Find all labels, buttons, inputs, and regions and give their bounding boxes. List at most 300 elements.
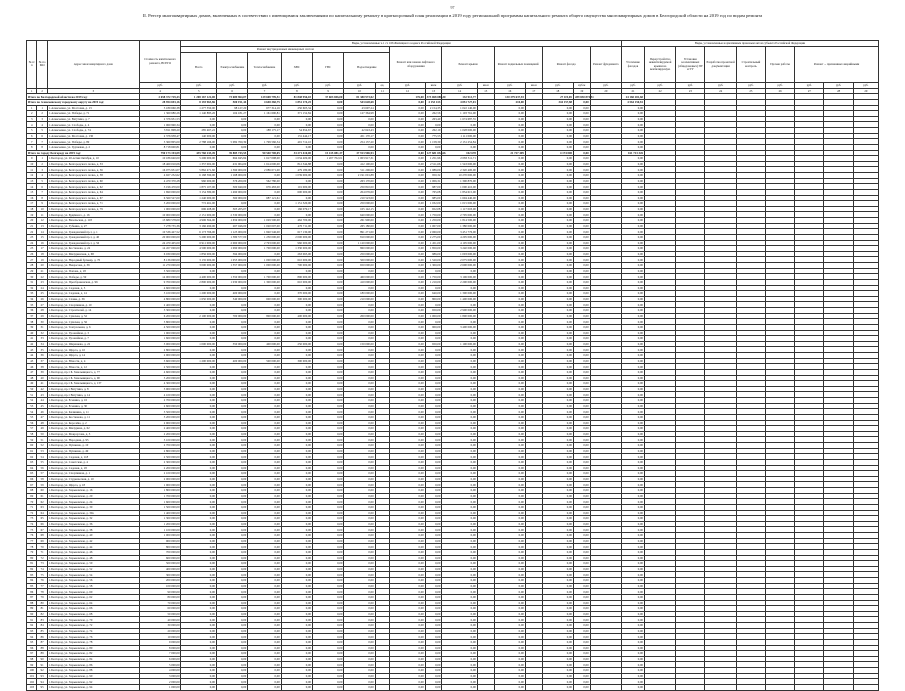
address-cell: г. Белгород, ул. Гражданский пр-т, д. 40 (47, 234, 139, 240)
value-cell: 0,00 (181, 369, 216, 375)
value-cell: 650,00 (425, 341, 442, 347)
value-cell: 0,00 (390, 673, 425, 679)
value-cell: 0,00 (216, 628, 247, 634)
value-cell: 1 034 409,00 (281, 156, 312, 162)
value-cell: 900,00 (425, 324, 442, 330)
row-number: 78 (27, 544, 37, 550)
address-cell: г. Белгород, ул. Мичуринская, д. 68 (47, 251, 139, 257)
value-cell: 1 000 000,00 (139, 206, 181, 212)
value-cell: 0,00 (281, 324, 312, 330)
value-cell: 0,00 (425, 578, 442, 584)
value-cell: 0,00 (494, 493, 525, 499)
value-cell: 0,00 (425, 561, 442, 567)
value-cell: 0,00 (281, 431, 312, 437)
value-cell: 0,00 (573, 223, 590, 229)
value-cell: 1 543 000,00 (442, 161, 477, 167)
value-cell: 0,00 (181, 566, 216, 572)
address-cell: г. Белгород, ул. Гражданский пр-т, д. 1 (47, 229, 139, 235)
value-cell: 263 170,00 (344, 178, 375, 184)
value-cell: 0,00 (313, 583, 344, 589)
value-cell: 267 046,00 (216, 223, 247, 229)
address-cell: г. Белгород, ул. Мичурина, д. 62 (47, 426, 139, 432)
value-cell: 0,00 (442, 606, 477, 612)
value-cell: 0,00 (542, 656, 573, 662)
value-cell: 0,00 (542, 437, 573, 443)
value-cell: 3 135 000,00 (181, 257, 216, 263)
value-cell: 0,00 (542, 623, 573, 629)
value-cell: 0,00 (622, 128, 645, 134)
address-cell: г. Белгород, ул. Харьковская, д. 30а (47, 510, 139, 516)
value-cell: 5 360 805,00 (139, 139, 181, 145)
value-cell: 0,00 (542, 426, 573, 432)
value-cell: 1 400 000,00 (139, 510, 181, 516)
value-cell: 0,00 (494, 364, 525, 370)
value-cell: 0,00 (313, 263, 344, 269)
value-cell: 0,00 (494, 414, 525, 420)
row-number-mo: 72 (37, 555, 47, 561)
row-number: 36 (27, 308, 37, 314)
value-cell: 0,00 (622, 133, 645, 139)
value-cell: 0,00 (622, 279, 645, 285)
value-cell: 0,00 (542, 173, 573, 179)
value-cell: 0,00 (390, 369, 425, 375)
value-cell: 0,00 (390, 684, 425, 690)
value-cell: 0,00 (542, 684, 573, 690)
address-cell: г. Белгород, ул. Харьковская, д. 80 (47, 645, 139, 651)
value-cell: 4 174 000 (542, 150, 573, 156)
value-cell: 300 000,00 (281, 358, 312, 364)
value-cell: 20 000,00 (139, 628, 181, 634)
value-cell: 0,00 (313, 99, 344, 105)
value-cell: 80 000,00 (139, 594, 181, 600)
value-cell: 0,00 (313, 128, 344, 134)
value-cell: 0,00 (573, 319, 590, 325)
row-number-mo: 31 (37, 324, 47, 330)
address-cell: г. Белгород, ул. Театральная, д. 6 (47, 324, 139, 330)
value-cell: 0,00 (494, 386, 525, 392)
value-cell: 0,00 (390, 572, 425, 578)
row-number: 54 (27, 409, 37, 415)
value-cell: 0,00 (181, 398, 216, 404)
value-cell: 0,00 (542, 645, 573, 651)
value-cell: 0,00 (622, 431, 645, 437)
value-cell: 0,00 (390, 482, 425, 488)
value-cell: 0,00 (542, 651, 573, 657)
address-cell: г. Белгород, ул. Гражданский пр-т, д. 56 (47, 240, 139, 246)
value-cell: 0,00 (622, 499, 645, 505)
value-cell: 0,00 (390, 617, 425, 623)
value-cell: 0,00 (390, 549, 425, 555)
address-cell: г. Белгород, пр-т Б. Хмельницкого, д. 77 (47, 369, 139, 375)
value-cell: 0,00 (390, 594, 425, 600)
value-cell: 0,00 (281, 476, 312, 482)
header-basement: Ремонт подвальных помещений (494, 47, 542, 83)
value-cell: 1 659 000,00 (216, 218, 247, 224)
value-cell: 0,00 (390, 257, 425, 263)
value-cell: 0,00 (313, 392, 344, 398)
value-cell: 0,00 (622, 572, 645, 578)
value-cell: 1 086,00 (425, 167, 442, 173)
value-cell: 0,00 (542, 668, 573, 674)
value-cell: 0,00 (344, 516, 375, 522)
value-cell: 2 191 001,88 (344, 173, 375, 179)
value-cell: 0,00 (442, 504, 477, 510)
value-cell: 0,00 (344, 488, 375, 494)
value-cell: 0,00 (442, 617, 477, 623)
row-number: 46 (27, 364, 37, 370)
value-cell: 470 711,00 (281, 223, 312, 229)
row-number: 85 (27, 583, 37, 589)
value-cell: 0,00 (216, 420, 247, 426)
value-cell: 0,00 (390, 161, 425, 167)
value-cell: 0,00 (494, 369, 525, 375)
value-cell: 0,00 (344, 369, 375, 375)
value-cell: 0,00 (573, 606, 590, 612)
value-cell: 0,00 (248, 594, 281, 600)
value-cell: 0,00 (573, 431, 590, 437)
value-cell: 0,00 (313, 482, 344, 488)
value-cell: 0,00 (573, 218, 590, 224)
value-cell: 0,00 (442, 285, 477, 291)
value-cell: 0,00 (494, 639, 525, 645)
value-cell: 0,00 (442, 533, 477, 539)
value-cell: 1 125 000,00 (216, 229, 247, 235)
value-cell: 0,00 (573, 465, 590, 471)
value-cell: 0,00 (425, 533, 442, 539)
row-number-mo: 24 (37, 285, 47, 291)
row-number: 61 (27, 448, 37, 454)
value-cell: 0,00 (573, 375, 590, 381)
row-number-mo: 78 (37, 589, 47, 595)
value-cell: 0,00 (313, 566, 344, 572)
value-cell: 9 000,00 (139, 639, 181, 645)
row-number: 89 (27, 606, 37, 612)
value-cell: 0,00 (425, 662, 442, 668)
value-cell: 0,00 (622, 566, 645, 572)
value-cell: 0,00 (248, 330, 281, 336)
value-cell: 0,00 (313, 195, 344, 201)
value-cell: 0,00 (494, 668, 525, 674)
value-cell: 0,00 (622, 533, 645, 539)
value-cell: 0,00 (542, 336, 573, 342)
value-cell: 0,00 (216, 594, 247, 600)
value-cell: 0,00 (622, 538, 645, 544)
value-cell: 0,00 (622, 122, 645, 128)
row-number-mo: 37 (37, 358, 47, 364)
value-cell: 0,00 (542, 420, 573, 426)
row-number-mo: 15 (37, 234, 47, 240)
value-cell: 0,00 (216, 566, 247, 572)
value-cell: 0,00 (248, 173, 281, 179)
value-cell: 204 076,00 (344, 189, 375, 195)
value-cell: 0,00 (390, 263, 425, 269)
value-cell: 0,00 (425, 375, 442, 381)
value-cell: 0,00 (622, 504, 645, 510)
value-cell: 0,00 (248, 201, 281, 207)
unit-cell: руб. (853, 83, 878, 89)
row-number-mo: 5 (37, 178, 47, 184)
value-cell: 0,00 (390, 645, 425, 651)
value-cell: 0,00 (181, 347, 216, 353)
value-cell: 0,00 (622, 645, 645, 651)
header-roof-rebuild: Переустройство невентилируемой крыши на вентилируемую (644, 47, 675, 83)
value-cell: 0,00 (313, 499, 344, 505)
value-cell: 0,00 (181, 302, 216, 308)
value-cell: 0,00 (390, 133, 425, 139)
value-cell: 0,00 (573, 206, 590, 212)
value-cell: 1 330 000,00 (281, 246, 312, 252)
row-number-mo: 89 (37, 651, 47, 657)
value-cell: 0,00 (573, 302, 590, 308)
value-cell: 10 000,00 (139, 634, 181, 640)
value-cell: 1 604 440,00 (442, 195, 477, 201)
value-cell: 0,00 (216, 578, 247, 584)
value-cell: 8 718 600,81 (139, 144, 181, 150)
subtotal-label: Итого по Белгородской области на 2019 год: (27, 94, 140, 100)
value-cell: 0,00 (248, 668, 281, 674)
value-cell: 0,00 (313, 673, 344, 679)
value-cell: 0,00 (494, 403, 525, 409)
value-cell: 0,00 (390, 454, 425, 460)
value-cell: 0,00 (216, 561, 247, 567)
address-cell: г. Белгород, ул. Пушкина, д. 10 (47, 443, 139, 449)
value-cell: 1 854 615,00 (442, 189, 477, 195)
value-cell: 0,00 (216, 375, 247, 381)
unit-cell: руб. (766, 83, 795, 89)
value-cell: 250 000,00 (281, 341, 312, 347)
value-cell: 0,00 (313, 594, 344, 600)
value-cell: 500 191,44 (216, 99, 247, 105)
value-cell: 1 168 000,00 (216, 173, 247, 179)
address-cell: г. Белгород, ул. Харьковская, д. 70 (47, 617, 139, 623)
value-cell: 0,00 (494, 184, 525, 190)
value-cell: 0,00 (622, 403, 645, 409)
value-cell: 0,00 (281, 308, 312, 314)
value-cell: 0,00 (622, 437, 645, 443)
value-cell: 0,00 (573, 251, 590, 257)
value-cell: 250 810,00 (344, 184, 375, 190)
value-cell: 0,00 (248, 398, 281, 404)
value-cell: 0,00 (248, 471, 281, 477)
value-cell: 0,00 (313, 634, 344, 640)
value-cell: 2 788 166,00 (181, 139, 216, 145)
value-cell: 0,00 (344, 347, 375, 353)
address-cell: г. Белгород, ул. Белгородского полка, д. 62 (47, 184, 139, 190)
header-lift: Ремонт или замена лифтового оборудования (390, 47, 442, 83)
unit-cell: руб. (216, 83, 247, 89)
value-cell: 0,00 (313, 572, 344, 578)
value-cell: 0,00 (216, 600, 247, 606)
value-cell: 14 000 000,00 (139, 274, 181, 280)
value-cell: 1 750,00 (425, 212, 442, 218)
value-cell: 0,00 (494, 263, 525, 269)
value-cell: 42 643,43 (344, 128, 375, 134)
value-cell: 0,00 (622, 414, 645, 420)
value-cell: 0,00 (248, 572, 281, 578)
value-cell: 0,00 (494, 561, 525, 567)
value-cell: 0,00 (442, 589, 477, 595)
value-cell: 1 100 000,00 (442, 341, 477, 347)
value-cell: 0,00 (622, 589, 645, 595)
value-cell: 0,00 (313, 521, 344, 527)
value-cell: 0,00 (281, 510, 312, 516)
value-cell: 0,00 (181, 589, 216, 595)
value-cell: 0,00 (390, 623, 425, 629)
value-cell: 0,00 (494, 544, 525, 550)
value-cell: 500 000,00 (344, 257, 375, 263)
value-cell: 2 793 000,00 (248, 240, 281, 246)
value-cell: 0,00 (573, 471, 590, 477)
value-cell: 600 000,00 (281, 189, 312, 195)
value-cell: 0,00 (181, 673, 216, 679)
value-cell: 0,00 (344, 617, 375, 623)
value-cell: 0,00 (281, 533, 312, 539)
value-cell: 0,00 (494, 201, 525, 207)
value-cell: 8 000,00 (139, 645, 181, 651)
value-cell: 0,00 (248, 116, 281, 122)
value-cell: 176,00 (390, 94, 425, 100)
value-cell: 0,00 (622, 240, 645, 246)
value-cell: 0,00 (542, 471, 573, 477)
value-cell: 0,00 (573, 246, 590, 252)
value-cell: 0,00 (216, 308, 247, 314)
row-number-mo: 95 (37, 684, 47, 690)
row-number: 96 (27, 645, 37, 651)
address-cell: г. Алексеевка, ул. Победы, д. 89 (47, 139, 139, 145)
value-cell: 1 090 000,00 (216, 246, 247, 252)
value-cell: 694 945,84 (216, 156, 247, 162)
value-cell: 0,00 (573, 566, 590, 572)
value-cell: 0,00 (425, 544, 442, 550)
value-cell: 540 000,00 (216, 296, 247, 302)
value-cell: 0,00 (313, 212, 344, 218)
value-cell: 0,00 (216, 651, 247, 657)
row-number-mo: 50 (37, 431, 47, 437)
value-cell: 0,00 (425, 448, 442, 454)
value-cell: 0,00 (390, 600, 425, 606)
value-cell: 0,00 (425, 347, 442, 353)
value-cell: 0,00 (622, 336, 645, 342)
value-cell: 0,00 (573, 549, 590, 555)
value-cell: 0,00 (216, 330, 247, 336)
value-cell: 0,00 (573, 398, 590, 404)
value-cell: 0,00 (622, 583, 645, 589)
value-cell: 0,00 (216, 116, 247, 122)
value-cell: 500 940,00 (216, 184, 247, 190)
value-cell: 0,00 (573, 308, 590, 314)
value-cell: 150 000,00 (344, 341, 375, 347)
value-cell: 1 003 917,31 (344, 156, 375, 162)
address-cell: г. Алексеевка, ул. Победы, д. 71 (47, 111, 139, 117)
value-cell: 0,00 (248, 324, 281, 330)
value-cell: 0,00 (425, 302, 442, 308)
value-cell: 0,00 (181, 459, 216, 465)
column-number-cell: 27 (795, 88, 824, 94)
value-cell: 0,00 (494, 268, 525, 274)
value-cell: 0,00 (313, 516, 344, 522)
row-number: 2 (27, 111, 37, 117)
value-cell: 0,00 (181, 353, 216, 359)
value-cell: 2 275,00 (425, 234, 442, 240)
value-cell: 0,00 (390, 313, 425, 319)
value-cell: 0,00 (313, 504, 344, 510)
value-cell: 0,00 (494, 465, 525, 471)
unit-cell: руб. (281, 83, 312, 89)
row-number-mo: 84 (37, 623, 47, 629)
value-cell: 1 490 000,00 (216, 189, 247, 195)
value-cell: 0,00 (494, 555, 525, 561)
row-number: 82 (27, 566, 37, 572)
value-cell: 1 800 000,00 (139, 488, 181, 494)
value-cell: 0,00 (542, 431, 573, 437)
value-cell: 4 000,00 (139, 668, 181, 674)
value-cell: 1 015 000,00 (442, 201, 477, 207)
value-cell: 0,00 (281, 527, 312, 533)
value-cell: 0,00 (622, 369, 645, 375)
value-cell: 0,00 (313, 527, 344, 533)
value-cell: 350 000,00 (216, 341, 247, 347)
value-cell: 0,00 (542, 398, 573, 404)
value-cell: 0,00 (248, 336, 281, 342)
value-cell: 1 000 000,00 (248, 263, 281, 269)
value-cell: 0,00 (248, 549, 281, 555)
row-number-mo: 6 (37, 184, 47, 190)
value-cell: 0,00 (573, 493, 590, 499)
value-cell: 0,00 (622, 386, 645, 392)
value-cell: 500 000,00 (248, 358, 281, 364)
value-cell: 0,00 (344, 555, 375, 561)
value-cell: 0,00 (390, 341, 425, 347)
value-cell: 1 022 140,00 (442, 105, 477, 111)
value-cell: 0,00 (573, 291, 590, 297)
value-cell: 0,00 (313, 218, 344, 224)
row-number-mo: 11 (37, 212, 47, 218)
value-cell: 0,00 (573, 578, 590, 584)
value-cell: 0,00 (573, 639, 590, 645)
value-cell: 0,00 (442, 476, 477, 482)
value-cell: 0,00 (344, 611, 375, 617)
value-cell: 0,00 (181, 538, 216, 544)
value-cell: 0,00 (216, 679, 247, 685)
value-cell: 1 140 883,26 (181, 111, 216, 117)
value-cell: 0,00 (425, 459, 442, 465)
header-insulation: Утепление фасадов (622, 47, 645, 83)
value-cell: 0,00 (216, 128, 247, 134)
row-number: 34 (27, 296, 37, 302)
value-cell: 0,00 (573, 628, 590, 634)
value-cell: 0,00 (425, 656, 442, 662)
value-cell: 11 270 000,00 (139, 263, 181, 269)
value-cell: 0,00 (216, 471, 247, 477)
value-cell: 0,00 (573, 195, 590, 201)
value-cell: 0,00 (344, 639, 375, 645)
column-number-cell: 28 (824, 88, 853, 94)
row-number: 79 (27, 549, 37, 555)
value-cell: 27 119,69 (542, 94, 573, 100)
header-heat: Теплоснабжение (248, 53, 281, 83)
value-cell: 305 205,07 (216, 206, 247, 212)
row-number: 69 (27, 493, 37, 499)
value-cell: 0,00 (494, 274, 525, 280)
value-cell: 0,00 (216, 493, 247, 499)
value-cell: 0,00 (622, 105, 645, 111)
value-cell: 0,00 (344, 319, 375, 325)
value-cell: 8 136 000,00 (139, 257, 181, 263)
value-cell: 0,00 (573, 116, 590, 122)
value-cell: 0,00 (494, 533, 525, 539)
value-cell: 0,00 (622, 392, 645, 398)
value-cell: 0,00 (248, 459, 281, 465)
